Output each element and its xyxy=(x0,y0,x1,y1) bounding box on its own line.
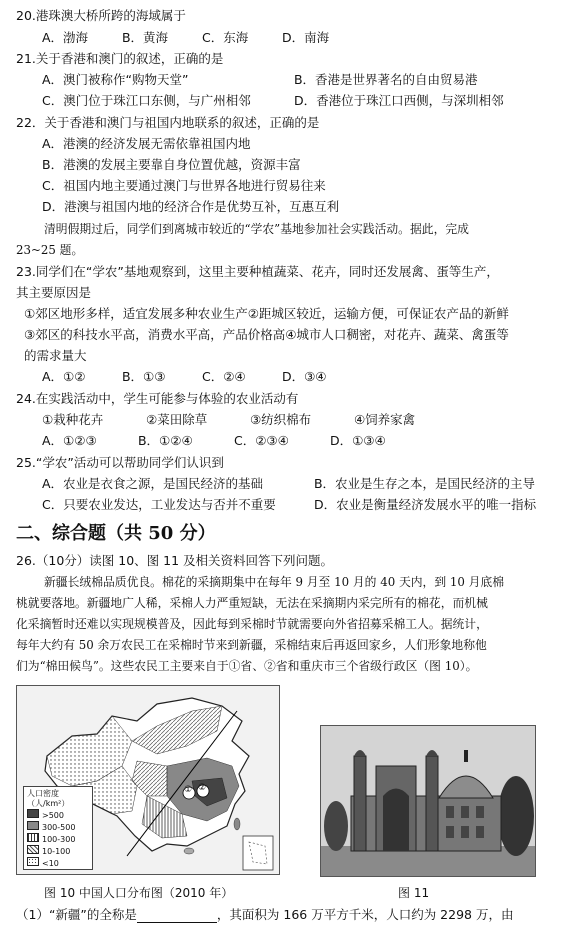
q21-options-row2 xyxy=(42,93,504,109)
q23-item-line-2: ③郊区的科技水平高，消费水平高，产品价格高④城市人口稠密，对花卉、蔬菜、禽蛋等 xyxy=(24,327,509,342)
fig11-caption: 图 11 xyxy=(398,886,430,900)
q24-item-3: ③纺织棉布 xyxy=(249,412,312,427)
q25-option-c: C．只要农业发达，工业发达与否并不重要 xyxy=(42,497,276,512)
map-label-1: ① xyxy=(184,785,193,795)
legend-unit: （人/km²） xyxy=(27,799,70,808)
map-legend xyxy=(23,786,93,870)
legend-swatch-1 xyxy=(27,809,39,818)
legend-label-3: 100-300 xyxy=(42,835,76,844)
q20-option-b: B．黄海 xyxy=(121,30,169,45)
legend-label-2: 300-500 xyxy=(42,823,76,832)
q26-part1-pre: （1）“新疆”的全称是 xyxy=(16,907,137,922)
q21-option-b: B．香港是世界著名的自由贸易港 xyxy=(293,72,478,87)
q24-option-b: B．①②④ xyxy=(137,433,193,448)
q20-options xyxy=(42,30,358,46)
q24-options xyxy=(42,433,422,449)
q26-stem: 26.（10分）读图 10、图 11 及相关资料回答下列问题。 xyxy=(16,553,334,568)
q25-options-row1 xyxy=(42,476,535,492)
legend-label-4: 10-100 xyxy=(42,847,71,856)
q26-para-line-3: 化采摘暂时还难以实现规模普及，因此每到采棉时节就需要向外省招募采棉工人。据统计， xyxy=(16,617,488,631)
q23-option-a: A．①② xyxy=(42,369,86,384)
section-2-heading: 二、综合题（共 50 分） xyxy=(16,523,216,544)
q23-option-c: C．②④ xyxy=(201,369,246,384)
q24-item-2: ②菜田除草 xyxy=(145,412,208,427)
q25-stem: 25.“学农”活动可以帮助同学们认识到 xyxy=(16,455,224,470)
q26-para-line-2: 桃就要落地。新疆地广人稀，采棉人力严重短缺，无法在采摘期内采完所有的棉花，而机械 xyxy=(16,596,488,610)
q26-para-line-1: 新疆长绒棉品质优良。棉花的采摘期集中在每年 9 月至 10 月的 40 天内，到 10 月底棉 xyxy=(44,575,505,589)
fig10-caption: 图 10 中国人口分布图（2010 年） xyxy=(44,886,234,900)
legend-label-5: <10 xyxy=(42,859,59,868)
q21-option-c: C．澳门位于珠江口东侧，与广州相邻 xyxy=(42,93,251,108)
q24-item-1: ①栽种花卉 xyxy=(42,412,104,427)
fig10-population-map xyxy=(16,685,280,875)
q25-option-a: A．农业是衣食之源，是国民经济的基础 xyxy=(42,476,264,491)
q24-option-d: D．①③④ xyxy=(329,433,386,448)
legend-label-1: >500 xyxy=(42,811,64,820)
q21-stem: 21.关于香港和澳门的叙述，正确的是 xyxy=(16,51,224,66)
q22-option-d: D．港澳与祖国内地的经济合作是优势互补，互惠互利 xyxy=(42,199,340,214)
q25-option-b: B．农业是生存之本，是国民经济的主导 xyxy=(313,476,536,491)
legend-row-3 xyxy=(27,833,89,845)
q24-item-4: ④饲养家禽 xyxy=(353,412,416,427)
q26-part1-post: ，其面积为 166 万平方千米，人口约为 2298 万，由 xyxy=(216,907,514,922)
q25-option-d: D．农业是衡量经济发展水平的唯一指标 xyxy=(313,497,537,512)
legend-row-5 xyxy=(27,857,89,869)
q20-stem: 20.港珠澳大桥所跨的海域属于 xyxy=(16,8,186,23)
legend-row-1 xyxy=(27,809,89,821)
q23-option-b: B．①③ xyxy=(121,369,166,384)
q23-item-line-3: 的需求量大 xyxy=(24,348,87,363)
q26-para-line-5: 们为“棉田候鸟”。这些农民工主要来自于①省、②省和重庆市三个省级行政区（图 10）。 xyxy=(16,659,478,673)
intro-line-2: 23~25 题。 xyxy=(16,243,84,257)
q22-option-c: C．祖国内地主要通过澳门与世界各地进行贸易往来 xyxy=(42,178,326,193)
q26-part1-answer-blank[interactable] xyxy=(137,910,217,923)
legend-swatch-4 xyxy=(27,845,39,854)
mosque-photo-graphic xyxy=(321,726,535,876)
q23-item-line-1: ①郊区地形多样，适宜发展多种农业生产②距城区较近，运输方便，可保证农产品的新鲜 xyxy=(24,306,509,321)
legend-row-4 xyxy=(27,845,89,857)
q20-option-a: A．渤海 xyxy=(42,30,89,45)
map-label-2: ② xyxy=(198,783,207,793)
q22-stem: 22．关于香港和澳门与祖国内地联系的叙述，正确的是 xyxy=(16,115,320,130)
q20-option-c: C．东海 xyxy=(201,30,249,45)
q20-option-d: D．南海 xyxy=(281,30,330,45)
q25-options-row2 xyxy=(42,497,536,513)
q22-option-b: B．港澳的发展主要靠自身位置优越，资源丰富 xyxy=(42,157,301,172)
q22-option-a: A．港澳的经济发展无需依靠祖国内地 xyxy=(42,136,251,151)
q21-option-a: A．澳门被称作“购物天堂” xyxy=(42,72,189,87)
q23-stem-line-2: 其主要原因是 xyxy=(16,285,92,300)
q24-items xyxy=(42,412,454,428)
legend-row-2 xyxy=(27,821,89,833)
intro-line-1: 清明假期过后，同学们到离城市较近的“学农”基地参加社会实践活动。据此，完成 xyxy=(44,222,469,236)
q24-stem: 24.在实践活动中，学生可能参与体验的农业活动有 xyxy=(16,391,299,406)
q26-part1 xyxy=(16,907,513,923)
fig11-photo xyxy=(320,725,536,877)
legend-swatch-2 xyxy=(27,821,39,830)
q24-option-a: A．①②③ xyxy=(42,433,97,448)
q23-option-d: D．③④ xyxy=(281,369,327,384)
q24-option-c: C．②③④ xyxy=(233,433,289,448)
legend-swatch-5 xyxy=(27,857,39,866)
legend-title: 人口密度 xyxy=(27,789,59,798)
q26-para-line-4: 每年大约有 50 余万农民工在采棉时节来到新疆，采棉结束后再返回家乡，人们形象地称他 xyxy=(16,638,487,652)
q23-stem-line-1: 23.同学们在“学农”基地观察到，这里主要种植蔬菜、花卉，同时还发展禽、蛋等生产， xyxy=(16,264,499,279)
q23-options xyxy=(42,369,358,385)
q21-option-d: D．香港位于珠江口西侧，与深圳相邻 xyxy=(293,93,504,108)
legend-swatch-3 xyxy=(27,833,39,842)
q21-options-row1 xyxy=(42,72,478,88)
